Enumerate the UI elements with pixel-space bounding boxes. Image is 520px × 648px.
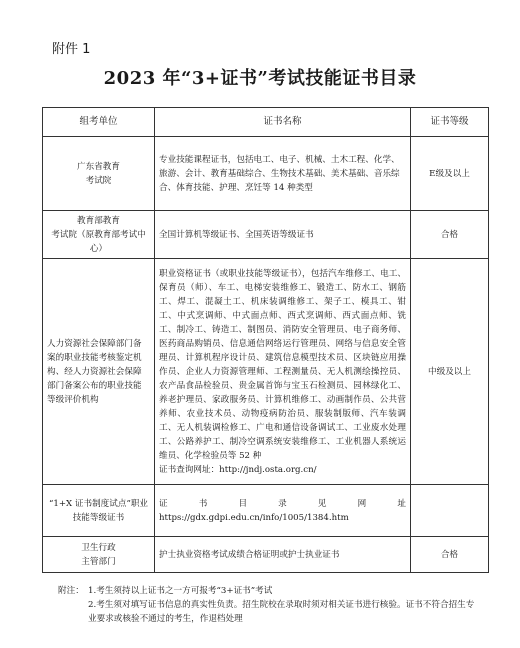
catalog-see-website-text xyxy=(159,497,406,511)
footnote-item: 1.考生须持以上证书之一方可报考“3+证书”考试 xyxy=(88,586,273,596)
row-level: 中级及以上 xyxy=(411,259,489,485)
table-header-row xyxy=(43,108,489,137)
spread-char: 录 xyxy=(278,498,287,509)
table-row xyxy=(43,259,489,485)
row-level: E级及以上 xyxy=(411,137,489,211)
row-certificate-name xyxy=(155,259,411,485)
catalog-url[interactable]: https://gdx.gdpi.edu.cn/info/1005/1384.htm xyxy=(159,512,349,523)
header-unit: 组考单位 xyxy=(43,108,155,137)
row-certificate-name: 护士执业资格考试成绩合格证明或护士执业证书 xyxy=(155,537,411,573)
footnote-label: 附注： xyxy=(58,586,84,596)
table-row xyxy=(43,537,489,573)
header-level: 证书等级 xyxy=(411,108,489,137)
row-certificate-name: 专业技能课程证书，包括电工、电子、机械、土木工程、化学、旅游、会计、教育基础综合、生物技术基础、美术基础、音乐综合、体育技能、护理、烹饪等 14 种类型 xyxy=(155,137,411,211)
footnotes xyxy=(58,584,478,626)
spread-char: 书 xyxy=(198,498,208,509)
certificate-table xyxy=(42,107,489,573)
table-row xyxy=(43,137,489,211)
row-unit: 卫生行政 主管部门 xyxy=(43,537,155,573)
row-unit: 广东省教育 考试院 xyxy=(43,137,155,211)
spread-char: 目 xyxy=(238,498,248,509)
row-level: 合格 xyxy=(411,537,489,573)
row-certificate-name: 全国计算机等级证书、全国英语等级证书 xyxy=(155,211,411,259)
spread-char: 见 xyxy=(317,498,327,509)
spread-char: 证 xyxy=(159,498,168,509)
spread-char: 址 xyxy=(397,498,406,509)
row-unit: “1+X 证书制度试点”职业技能等级证书 xyxy=(43,485,155,537)
row-level: 合格 xyxy=(411,211,489,259)
attachment-label: 附件 1 xyxy=(52,42,91,57)
row-level xyxy=(411,485,489,537)
row-certificate-name xyxy=(155,485,411,537)
certificate-list-text: 职业资格证书（或职业技能等级证书），包括汽车维修工、电工、保育员（师）、车工、电梯安装维修工、锻造工、防水工、钢筋工、焊工、混凝土工、机床装调维修工、架子工、模具工、钳工、中式烹调师、中式面点师、西式烹调师、西式面点师、铣工、制冷工、铸造工、制图员、消防安全管理员、电子商务师、医药商品购销员、信息通信网络运行管理员、网络与信息安全管理员、计算机程序设计员、建筑信息模型技术员、区块链应用操作员、企业人力资源管理师、工程测量员、无人机测绘操控员、农产品食品检验员、贵金属首饰与宝玉石检测员、园林绿化工、养老护理员、家政服务员、计算机维修工、动画制作员、公共营养师、农业技术员、动物疫病防治员、服装制版师、汽车装调工、无人机装调检修工、广电和通信设备调试工、工业废水处理工、公路养护工、制冷空调系统安装维修工、工业机器人系统运维员、化学检验员等 52 种 xyxy=(159,268,406,461)
row-unit: 教育部教育 考试院（原教育部考试中心） xyxy=(43,211,155,259)
footnote-item: 2.考生须对填写证书信息的真实性负责。招生院校在录取时须对相关证书进行核验。证书不符合招生专业要求或核验不通过的考生，作退档处理 xyxy=(88,600,475,624)
table-row xyxy=(43,485,489,537)
spread-char: 网 xyxy=(357,498,367,509)
row-unit: 人力资源社会保障部门备案的职业技能考核鉴定机构、经人力资源社会保障部门备案公布的职业技能等级评价机构 xyxy=(43,259,155,485)
page-title: 2023 年“3+证书”考试技能证书目录 xyxy=(103,68,417,89)
table-row xyxy=(43,211,489,259)
header-name: 证书名称 xyxy=(155,108,411,137)
certificate-query-url[interactable]: 证书查询网址：http://jndj.osta.org.cn/ xyxy=(159,464,317,475)
